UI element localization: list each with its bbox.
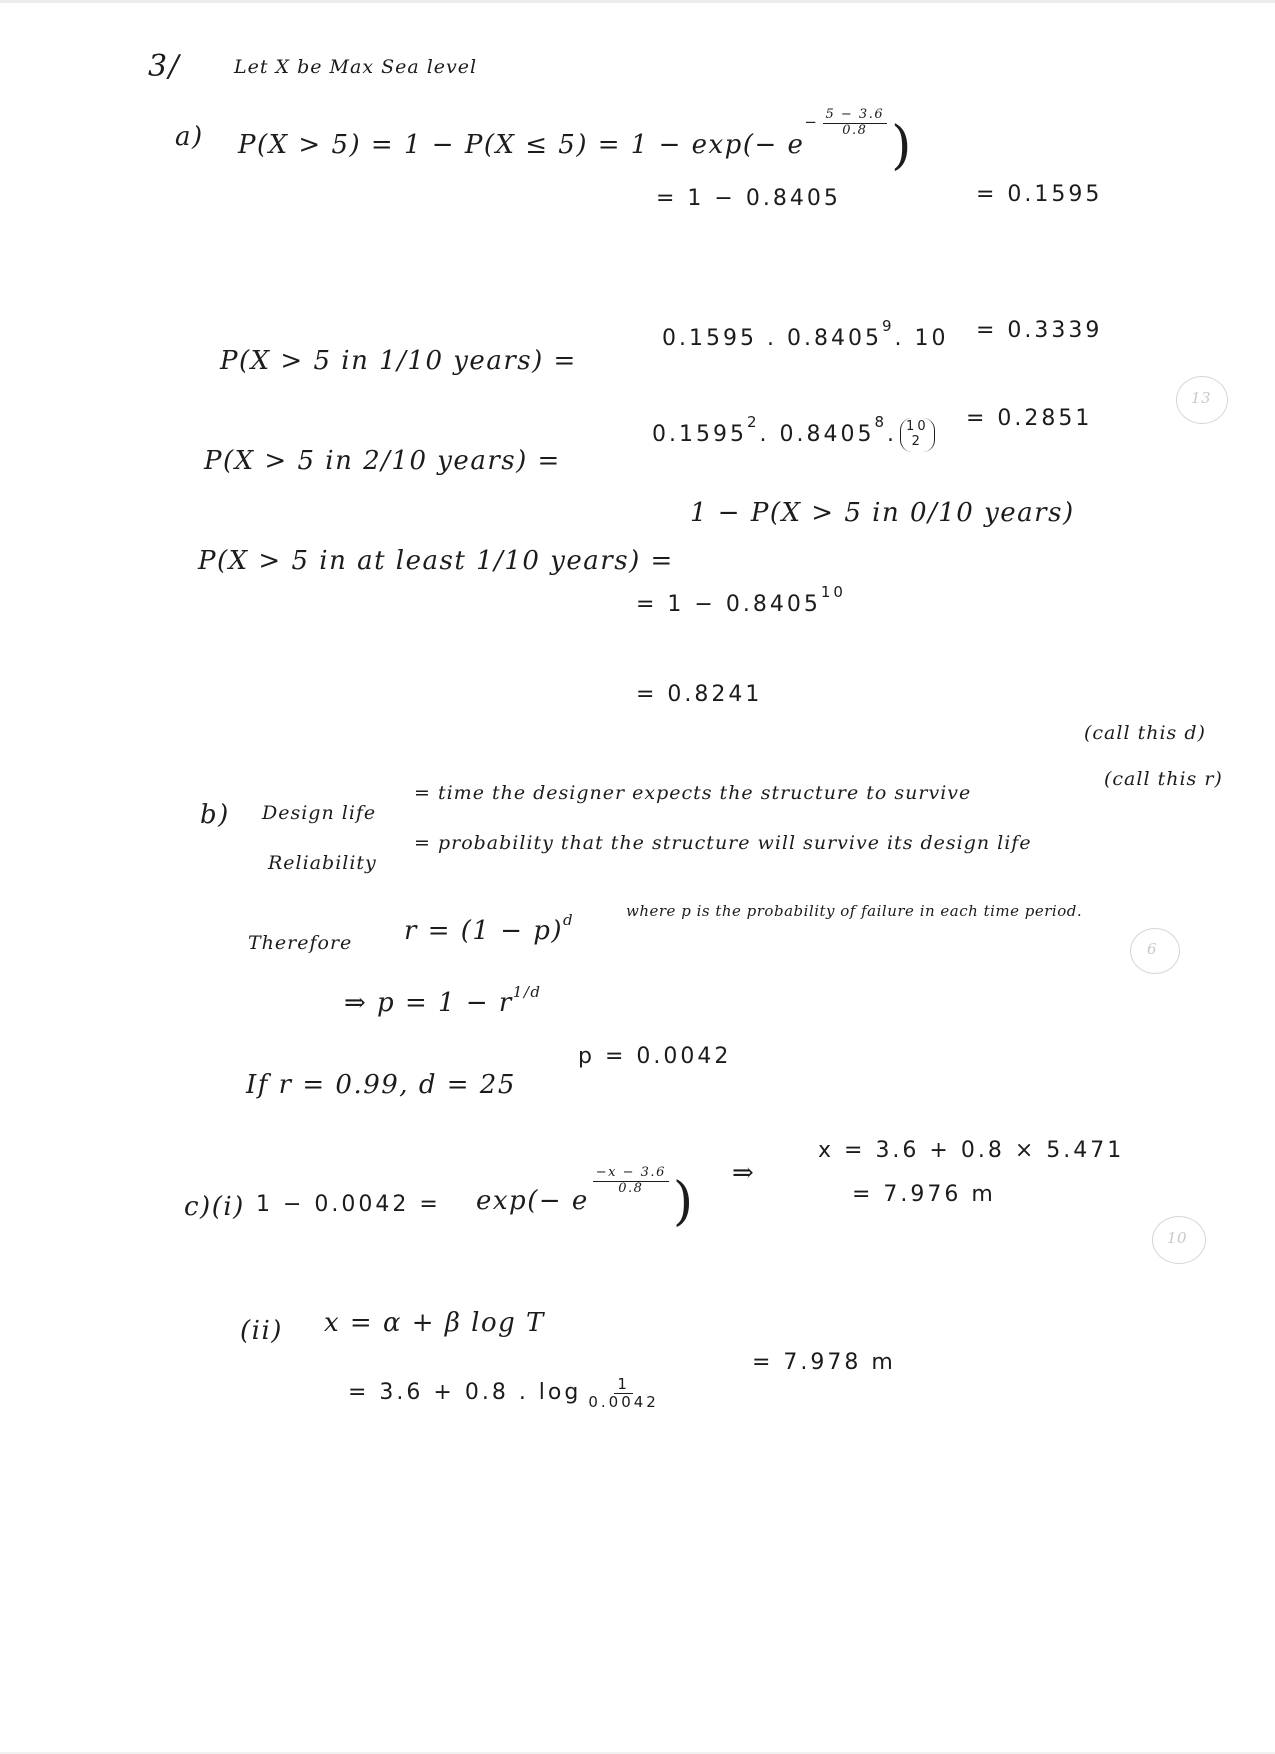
p-result: p = 0.0042 bbox=[578, 1044, 732, 1069]
margin-mark-text: 10 bbox=[1167, 1229, 1188, 1247]
part-a-line4-rhs bbox=[652, 412, 938, 452]
line4-sup2: 8 bbox=[874, 412, 888, 431]
line3-sup: 9 bbox=[881, 317, 895, 335]
part-a-line5-lhs: P(X > 5 in at least 1/10 years) = bbox=[198, 546, 674, 576]
c-i-exp-fraction bbox=[593, 1166, 669, 1196]
c-ii-frac-denominator: 0.0042 bbox=[588, 1392, 659, 1411]
c-i-exp-denominator: 0.8 bbox=[618, 1180, 644, 1196]
part-b-label: b) bbox=[200, 800, 230, 830]
margin-mark-text: 13 bbox=[1191, 389, 1212, 407]
reliability-formula-sup: d bbox=[563, 911, 575, 929]
part-c-ii-label: (ii) bbox=[240, 1316, 283, 1346]
exp-fraction bbox=[823, 108, 888, 138]
part-a-line6 bbox=[636, 583, 846, 617]
part-c-i-label: c)(i) bbox=[184, 1192, 245, 1222]
part-a-line4-lhs: P(X > 5 in 2/10 years) = bbox=[204, 446, 561, 476]
margin-mark bbox=[1176, 376, 1228, 424]
reliability-note: (call this r) bbox=[1104, 768, 1223, 790]
exp-denominator: 0.8 bbox=[842, 122, 868, 138]
part-a-line1 bbox=[238, 107, 913, 176]
part-a-line3-rhs bbox=[662, 317, 949, 351]
binomial-coefficient bbox=[900, 418, 935, 452]
part-c-i-lhs: 1 − 0.0042 = bbox=[256, 1192, 441, 1217]
design-life-note: (call this d) bbox=[1084, 722, 1206, 744]
c-ii-line2-text: = 3.6 + 0.8 . log bbox=[348, 1380, 582, 1405]
part-c-ii-result: = 7.978 m bbox=[752, 1350, 896, 1375]
part-c-i-result2: = 7.976 m bbox=[852, 1182, 996, 1207]
design-life-term: Design life bbox=[262, 802, 377, 824]
part-a-line5-rhs: 1 − P(X > 5 in 0/10 years) bbox=[690, 498, 1075, 528]
reliability-formula-text: r = (1 − p) bbox=[404, 916, 564, 946]
margin-mark bbox=[1130, 928, 1180, 974]
problem-intro: Let X be Max Sea level bbox=[234, 56, 478, 78]
p-formula bbox=[344, 983, 542, 1018]
line6-sup: 10 bbox=[820, 583, 846, 601]
where-clause: where p is the probability of failure in each time period. bbox=[626, 902, 1083, 920]
line3-tail: . 10 bbox=[894, 326, 949, 351]
line4-rhs-text: 0.1595 bbox=[652, 421, 747, 447]
margin-mark-text: 6 bbox=[1147, 940, 1158, 958]
line4-sup1: 2 bbox=[746, 412, 760, 431]
p-formula-text: ⇒ p = 1 − r bbox=[344, 988, 513, 1018]
part-a-line7: = 0.8241 bbox=[636, 682, 763, 707]
part-a-line4-result: = 0.2851 bbox=[966, 406, 1093, 431]
part-a-line2-result: = 0.1595 bbox=[976, 182, 1103, 207]
c-i-exp-numerator: −x − 3.6 bbox=[593, 1166, 669, 1181]
part-c-ii-line1: x = α + β log T bbox=[324, 1308, 545, 1338]
margin-mark bbox=[1152, 1216, 1206, 1264]
reliability-term: Reliability bbox=[268, 852, 377, 874]
reliability-definition: = probability that the structure will survive its design life bbox=[414, 832, 1032, 854]
part-a-line2: = 1 − 0.8405 bbox=[656, 186, 841, 211]
line4-dot: . bbox=[887, 421, 898, 447]
part-c-implies: ⇒ bbox=[732, 1158, 756, 1188]
c-i-exp-text: exp(− e bbox=[476, 1186, 589, 1216]
close-paren: ) bbox=[891, 116, 913, 176]
c-ii-fraction bbox=[585, 1376, 662, 1410]
reliability-formula bbox=[404, 911, 575, 946]
c-i-close-paren: ) bbox=[672, 1172, 695, 1232]
c-ii-frac-numerator: 1 bbox=[614, 1376, 633, 1394]
part-a-line1-lhs: P(X > 5) = 1 − P(X ≤ 5) = 1 − exp(− e bbox=[238, 130, 805, 160]
part-c-i-exp bbox=[476, 1165, 695, 1232]
binom-top: 10 bbox=[906, 419, 929, 434]
given-values: If r = 0.99, d = 25 bbox=[246, 1070, 516, 1100]
exp-sign: − bbox=[804, 113, 819, 131]
part-c-ii-line2 bbox=[348, 1376, 666, 1410]
line6-text: = 1 − 0.8405 bbox=[636, 592, 821, 617]
design-life-definition: = time the designer expects the structure to survive bbox=[414, 782, 972, 804]
part-a-line3-result: = 0.3339 bbox=[976, 318, 1103, 343]
part-c-i-result1: x = 3.6 + 0.8 × 5.471 bbox=[818, 1138, 1125, 1163]
line3-rhs-text: 0.1595 . 0.8405 bbox=[662, 326, 882, 351]
exp-numerator: 5 − 3.6 bbox=[823, 108, 888, 123]
binom-bottom: 2 bbox=[911, 433, 923, 449]
line4-mid: . 0.8405 bbox=[759, 421, 875, 447]
part-a-line3-lhs: P(X > 5 in 1/10 years) = bbox=[220, 346, 577, 376]
therefore-label: Therefore bbox=[248, 932, 353, 954]
problem-number: 3/ bbox=[148, 49, 181, 84]
p-formula-sup: 1/d bbox=[512, 983, 542, 1001]
part-a-label: a) bbox=[175, 122, 204, 152]
